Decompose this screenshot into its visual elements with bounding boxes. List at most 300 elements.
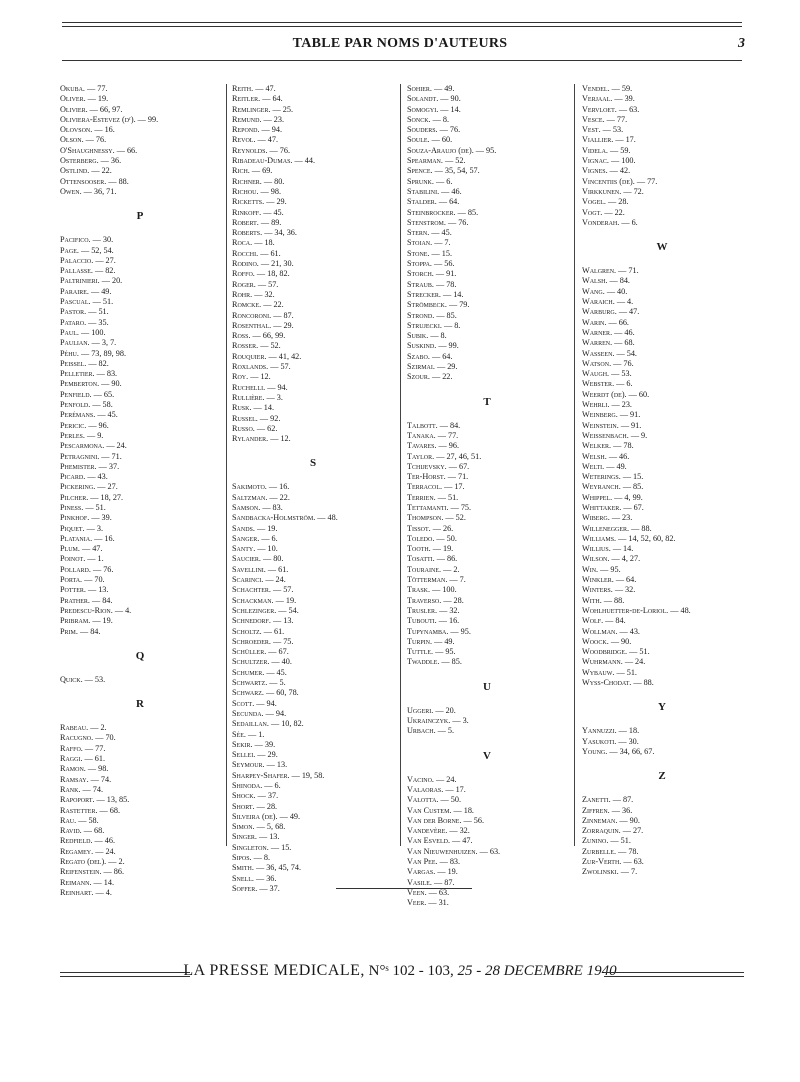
author-entry: Weyranch. — 85. bbox=[582, 482, 644, 492]
author-entry: Ribadeau-Dumas. — 44. bbox=[232, 156, 315, 166]
author-entry: Prim. — 84. bbox=[60, 626, 101, 636]
author-entry: Scarinci. — 24. bbox=[232, 575, 286, 585]
author-entry: Sellei. — 29. bbox=[232, 750, 278, 760]
author-entry: Spearman. — 52. bbox=[407, 156, 466, 166]
author-entry: Ottensooser. — 88. bbox=[60, 176, 129, 186]
column-divider bbox=[400, 84, 401, 846]
author-entry: Vonderah. — 6. bbox=[582, 217, 638, 227]
author-entry: Stone. — 15. bbox=[407, 248, 453, 258]
author-entry: Osterberg. — 36. bbox=[60, 156, 122, 166]
author-entry: Remund. — 23. bbox=[232, 114, 285, 124]
author-entry: Tchijevsky. — 67. bbox=[407, 461, 470, 471]
author-entry: Waugh. — 53. bbox=[582, 369, 632, 379]
author-entry: Welti. — 49. bbox=[582, 461, 627, 471]
author-entry: Winkler. — 64. bbox=[582, 575, 637, 585]
author-entry: Roy. — 12. bbox=[232, 372, 271, 382]
section-letter: W bbox=[656, 241, 668, 254]
author-entry: Straub. — 78. bbox=[407, 279, 457, 289]
author-entry: Saltzman. — 22. bbox=[232, 492, 290, 502]
author-entry: O'Shaughnessy. — 66. bbox=[60, 145, 138, 155]
author-entry: Veer. — 31. bbox=[407, 898, 449, 908]
author-entry: Pericic. — 96. bbox=[60, 420, 109, 430]
author-entry: Viallier. — 17. bbox=[582, 135, 636, 145]
author-entry: Strecker. — 14. bbox=[407, 289, 464, 299]
author-entry: Zur-Verth. — 63. bbox=[582, 857, 644, 866]
section-letter: S bbox=[309, 457, 317, 470]
author-entry: Szour. — 22. bbox=[407, 372, 453, 382]
author-entry: Oliver. — 19. bbox=[60, 94, 109, 104]
author-entry: Souders. — 76. bbox=[407, 125, 461, 135]
header-rule-bottom bbox=[62, 60, 742, 61]
author-entry: Wollman. — 43. bbox=[582, 626, 640, 636]
author-entry: Weerdt (de). — 60. bbox=[582, 389, 650, 399]
author-entry: Rabeau. — 2. bbox=[60, 723, 107, 733]
author-entry: Yasukoti. — 30. bbox=[582, 736, 639, 746]
author-entry: Yannuzzi. — 18. bbox=[582, 726, 640, 736]
author-entry: Tuttle. — 95. bbox=[407, 647, 456, 657]
author-entry: Ross. — 66, 99. bbox=[232, 331, 286, 341]
section-letter: Z bbox=[658, 770, 666, 783]
author-entry: Verjaal. — 39. bbox=[582, 94, 635, 104]
author-entry: Weinberg. — 91. bbox=[582, 410, 641, 420]
footer bbox=[0, 962, 800, 980]
author-entry: Wang. — 40. bbox=[582, 286, 628, 296]
author-entry: Sprunk. — 6. bbox=[407, 176, 453, 186]
author-entry: Whittaker. — 67. bbox=[582, 502, 644, 512]
author-entry: Tooth. — 19. bbox=[407, 544, 454, 554]
author-entry: Vasile. — 87. bbox=[407, 877, 455, 887]
author-entry: Zurbelle. — 78. bbox=[582, 846, 639, 856]
author-entry: Rocchi. — 61. bbox=[232, 248, 281, 258]
author-entry: Russel. — 92. bbox=[232, 413, 281, 423]
author-entry: Piness. — 51. bbox=[60, 502, 106, 512]
column-divider bbox=[226, 84, 227, 846]
author-entry: Vendel. — 59. bbox=[582, 84, 633, 93]
author-entry: Reifenstein. — 86. bbox=[60, 867, 125, 877]
author-entry: Porta. — 70. bbox=[60, 575, 105, 585]
author-entry: Remlinger. — 25. bbox=[232, 104, 294, 114]
author-entry: Van Pee. — 83. bbox=[407, 857, 461, 866]
author-entry: Sekir. — 39. bbox=[232, 739, 276, 749]
author-entry: Stalder. — 64. bbox=[407, 197, 460, 207]
author-entry: Sharpey-Shafer. — 19, 58. bbox=[232, 770, 325, 780]
author-entry: Strond. — 85. bbox=[407, 310, 457, 320]
section-letter: Y bbox=[658, 701, 666, 714]
author-entry: Vignac. — 100. bbox=[582, 156, 636, 166]
author-entry: Seymour. — 13. bbox=[232, 760, 288, 770]
author-entry: Vignes. — 42. bbox=[582, 166, 631, 176]
author-entry: Pacifico. — 30. bbox=[60, 235, 114, 245]
section-letter: V bbox=[483, 749, 491, 762]
author-entry: Wiberg. — 23. bbox=[582, 513, 633, 523]
author-entry: Zanetti. — 87. bbox=[582, 795, 634, 805]
author-entry: Sée. — 1. bbox=[232, 729, 265, 739]
author-entry: Piquet. — 3. bbox=[60, 523, 104, 533]
author-entry: Subik. — 8. bbox=[407, 331, 447, 341]
author-entry: Rullière. — 3. bbox=[232, 392, 283, 402]
author-entry: Souza-Araujo (de). — 95. bbox=[407, 145, 497, 155]
author-entry: Trusler. — 32. bbox=[407, 605, 460, 615]
author-entry: Thompson. — 52. bbox=[407, 513, 466, 523]
author-entry: Touraine. — 2. bbox=[407, 564, 460, 574]
author-entry: Traverso. — 28. bbox=[407, 595, 464, 605]
author-entry: Zunino. — 51. bbox=[582, 836, 631, 846]
author-entry: Perémans. — 45. bbox=[60, 410, 118, 420]
footer-journal: LA PRESSE MEDICALE, bbox=[183, 962, 365, 979]
author-entry: Rastetter. — 68. bbox=[60, 805, 121, 815]
author-entry: Tupynamba. — 95. bbox=[407, 626, 471, 636]
author-entry: Walgren. — 71. bbox=[582, 266, 639, 276]
author-entry: Wyss-Chodat. — 88. bbox=[582, 678, 654, 688]
page-number: 3 bbox=[738, 36, 745, 51]
author-entry: Weinstein. — 91. bbox=[582, 420, 642, 430]
section-letter: Q bbox=[135, 649, 145, 662]
author-entry: Valaoras. — 17. bbox=[407, 784, 466, 794]
author-entry: Roncoroni. — 87. bbox=[232, 310, 294, 320]
author-entry: Pinkhof. — 39. bbox=[60, 513, 112, 523]
author-entry: Willenegger. — 88. bbox=[582, 523, 652, 533]
author-entry: Perles. — 9. bbox=[60, 430, 104, 440]
author-entry: Saucier. — 80. bbox=[232, 554, 284, 564]
author-entry: Roxlands. — 57. bbox=[232, 362, 291, 372]
author-entry: Reith. — 47. bbox=[232, 84, 276, 93]
author-entry: With. — 88. bbox=[582, 595, 625, 605]
author-entry: Roca. — 18. bbox=[232, 238, 275, 248]
author-entry: Schumer. — 45. bbox=[232, 667, 287, 677]
author-entry: Sohier. — 49. bbox=[407, 84, 455, 93]
author-entry: Penfold. — 58. bbox=[60, 400, 113, 410]
footer-date: 25 - 28 DECEMBRE 1940 bbox=[457, 963, 617, 979]
author-entry: Warren. — 68. bbox=[582, 338, 635, 348]
section-letter: P bbox=[136, 210, 144, 223]
author-entry: Reimann. — 14. bbox=[60, 877, 115, 887]
author-entry: Wohlhuetter-de-Loriol. — 48. bbox=[582, 605, 691, 615]
author-entry: Spence. — 35, 54, 57. bbox=[407, 166, 480, 176]
author-entry: Ramsay. — 74. bbox=[60, 774, 112, 784]
author-entry: Paulian. — 3, 7. bbox=[60, 338, 117, 348]
author-entry: Ostlind. — 22. bbox=[60, 166, 112, 176]
author-entry: Savellini. — 61. bbox=[232, 564, 289, 574]
author-entry: Wilson. — 4, 27. bbox=[582, 554, 641, 564]
author-entry: Peissel. — 82. bbox=[60, 358, 109, 368]
author-entry: Rank. — 74. bbox=[60, 784, 104, 794]
author-entry: Vesce. — 77. bbox=[582, 114, 628, 124]
author-entry: Paul. — 100. bbox=[60, 327, 106, 337]
author-entry: Williams. — 14, 52, 60, 82. bbox=[582, 533, 676, 543]
author-entry: Tosatti. — 86. bbox=[407, 554, 458, 564]
column-divider bbox=[574, 84, 575, 846]
author-entry: Turpin. — 49. bbox=[407, 636, 455, 646]
footer-rule-right bbox=[604, 972, 744, 977]
author-entry: Welker. — 78. bbox=[582, 441, 634, 451]
author-entry: Wuhrmann. — 24. bbox=[582, 657, 646, 667]
author-entry: Wolf. — 84. bbox=[582, 616, 626, 626]
author-entry: Rosser. — 52. bbox=[232, 341, 281, 351]
author-entry: Sanger. — 6. bbox=[232, 533, 278, 543]
author-entry: Reitler. — 64. bbox=[232, 94, 283, 104]
author-entry: Ter-Horst. — 71. bbox=[407, 472, 469, 482]
author-entry: Welsh. — 46. bbox=[582, 451, 630, 461]
author-entry: Pribram. — 19. bbox=[60, 616, 113, 626]
author-entry: Stoian. — 7. bbox=[407, 238, 451, 248]
author-entry: Snell. — 36. bbox=[232, 873, 277, 883]
author-entry: Russo. — 62. bbox=[232, 423, 278, 433]
author-entry: Waraich. — 4. bbox=[582, 297, 634, 307]
author-entry: Wehrli. — 23. bbox=[582, 400, 632, 410]
author-entry: Schroeder. — 75. bbox=[232, 636, 294, 646]
author-entry: Ricketts. — 29. bbox=[232, 197, 287, 207]
author-entry: Vandevère. — 32. bbox=[407, 826, 470, 836]
author-entry: Santy. — 10. bbox=[232, 544, 278, 554]
author-entry: Picard. — 43. bbox=[60, 472, 108, 482]
author-entry: Vargas. — 19. bbox=[407, 867, 458, 877]
author-entry: Vincentiis (de). — 77. bbox=[582, 176, 658, 186]
author-entry: Penfield. — 65. bbox=[60, 389, 115, 399]
author-entry: Raffo. — 77. bbox=[60, 743, 106, 753]
author-entry: Twaddle. — 85. bbox=[407, 657, 462, 667]
author-entry: Roberts. — 34, 36. bbox=[232, 228, 297, 238]
author-entry: Petragnini. — 71. bbox=[60, 451, 122, 461]
index-column-4 bbox=[582, 84, 742, 878]
author-entry: Scott. — 94. bbox=[232, 698, 277, 708]
author-entry: Tissot. — 26. bbox=[407, 523, 454, 533]
author-entry: Richner. — 80. bbox=[232, 176, 285, 186]
author-entry: Pemberton. — 90. bbox=[60, 379, 122, 389]
author-entry: Quick. — 53. bbox=[60, 674, 106, 684]
author-entry: Trask. — 100. bbox=[407, 585, 457, 595]
author-entry: Zwolinski. — 7. bbox=[582, 867, 638, 877]
author-entry: Singleton. — 15. bbox=[232, 842, 292, 852]
author-entry: Strujecki. — 8. bbox=[407, 320, 461, 330]
author-entry: Warburg. — 47. bbox=[582, 307, 640, 317]
author-entry: Schwartz. — 5. bbox=[232, 678, 286, 688]
author-entry: Schlezinger. — 54. bbox=[232, 605, 299, 615]
section-letter: T bbox=[483, 395, 491, 408]
author-entry: Singer. — 13. bbox=[232, 832, 280, 842]
author-entry: Oliviera-Estevez (dʳ). — 99. bbox=[60, 114, 159, 124]
author-entry: Sakimoto. — 16. bbox=[232, 482, 290, 492]
author-entry: Watson. — 76. bbox=[582, 358, 634, 368]
author-entry: Revol. — 47. bbox=[232, 135, 279, 145]
author-entry: Schackman. — 19. bbox=[232, 595, 297, 605]
author-entry: Woodbridge. — 51. bbox=[582, 647, 650, 657]
author-entry: Potter. — 13. bbox=[60, 585, 109, 595]
author-entry: Rouquier. — 41, 42. bbox=[232, 351, 302, 361]
author-entry: Tubouti. — 16. bbox=[407, 616, 460, 626]
index-column-3 bbox=[407, 84, 567, 908]
author-entry: Roger. — 57. bbox=[232, 279, 279, 289]
author-entry: Talbott. — 84. bbox=[407, 420, 461, 430]
author-entry: Schultzer. — 40. bbox=[232, 657, 292, 667]
author-entry: Rodino. — 21, 30. bbox=[232, 259, 294, 269]
author-entry: Strömbeck. — 79. bbox=[407, 300, 470, 310]
author-entry: Schachter. — 57. bbox=[232, 585, 294, 595]
author-entry: Smith. — 36, 45, 74. bbox=[232, 863, 302, 873]
author-entry: Pilcher. — 18, 27. bbox=[60, 492, 124, 502]
author-entry: Shock. — 37. bbox=[232, 791, 279, 801]
author-entry: Storch. — 91. bbox=[407, 269, 457, 279]
author-entry: Szabo. — 64. bbox=[407, 351, 453, 361]
header-rule-top bbox=[62, 22, 742, 27]
author-entry: Zorraquin. — 27. bbox=[582, 826, 644, 836]
author-entry: Rinkoff. — 45. bbox=[232, 207, 284, 217]
section-letter: U bbox=[483, 680, 491, 693]
author-entry: Sonck. — 8. bbox=[407, 114, 450, 124]
author-entry: Tavares. — 96. bbox=[407, 441, 460, 451]
author-entry: Prather. — 84. bbox=[60, 595, 113, 605]
author-entry: Silveira (de). — 49. bbox=[232, 811, 301, 821]
author-entry: Romcke. — 22. bbox=[232, 300, 284, 310]
author-entry: Van der Borne. — 56. bbox=[407, 815, 485, 825]
author-entry: Winters. — 32. bbox=[582, 585, 636, 595]
author-entry: Vogt. — 22. bbox=[582, 207, 625, 217]
author-entry: Walsh. — 84. bbox=[582, 276, 630, 286]
author-entry: Rau. — 58. bbox=[60, 815, 99, 825]
author-entry: Platania. — 16. bbox=[60, 533, 115, 543]
author-entry: Poinot. — 1. bbox=[60, 554, 104, 564]
author-entry: Pickering. — 27. bbox=[60, 482, 118, 492]
author-entry: Willius. — 14. bbox=[582, 544, 634, 554]
author-entry: Page. — 52, 54. bbox=[60, 245, 114, 255]
author-entry: Sands. — 19. bbox=[232, 523, 278, 533]
author-entry: Sipos. — 8. bbox=[232, 853, 271, 863]
author-entry: Win. — 95. bbox=[582, 564, 621, 574]
author-entry: Ukrainczyk. — 3. bbox=[407, 716, 469, 726]
author-entry: Rohr. — 32. bbox=[232, 289, 275, 299]
author-entry: Warner. — 46. bbox=[582, 327, 635, 337]
author-entry: Rosenthal. — 29. bbox=[232, 320, 294, 330]
author-entry: Weterings. — 15. bbox=[582, 472, 644, 482]
author-entry: Stern. — 45. bbox=[407, 228, 452, 238]
author-entry: Steinbrocker. — 85. bbox=[407, 207, 479, 217]
author-entry: Samson. — 83. bbox=[232, 502, 283, 512]
author-entry: Sandbacka-Holmström. — 48. bbox=[232, 513, 338, 523]
author-entry: Richou. — 98. bbox=[232, 186, 282, 196]
author-entry: Stenstrom. — 76. bbox=[407, 217, 469, 227]
author-entry: Videla. — 59. bbox=[582, 145, 631, 155]
author-entry: Schüller. — 67. bbox=[232, 647, 289, 657]
author-entry: Ruchelli. — 94. bbox=[232, 382, 288, 392]
author-entry: Pollard. — 76. bbox=[60, 564, 114, 574]
author-entry: Pascual. — 51. bbox=[60, 297, 114, 307]
section-letter: R bbox=[136, 698, 144, 711]
author-entry: Vervloet. — 63. bbox=[582, 104, 640, 114]
author-entry: Soule. — 60. bbox=[407, 135, 453, 145]
author-entry: Regamey. — 24. bbox=[60, 846, 116, 856]
author-entry: Soffer. — 37. bbox=[232, 883, 280, 893]
author-entry: Tettamanti. — 75. bbox=[407, 502, 472, 512]
author-entry: Reynolds. — 76. bbox=[232, 145, 291, 155]
author-entry: Plum. — 47. bbox=[60, 544, 103, 554]
author-entry: Repond. — 94. bbox=[232, 125, 283, 135]
author-entry: Ziffren. — 36. bbox=[582, 805, 633, 815]
end-rule bbox=[336, 888, 472, 889]
author-entry: Tötterman. — 7. bbox=[407, 575, 466, 585]
author-entry: Predescu-Rion. — 4. bbox=[60, 605, 132, 615]
author-entry: Woock. — 90. bbox=[582, 636, 632, 646]
footer-issue-numbers: 102 - 103, bbox=[392, 963, 454, 979]
author-entry: Uggeri. — 20. bbox=[407, 705, 456, 715]
author-entry: Short. — 28. bbox=[232, 801, 278, 811]
author-entry: Tanaka. — 77. bbox=[407, 430, 459, 440]
author-entry: Roffo. — 18, 82. bbox=[232, 269, 290, 279]
author-entry: Valotta. — 50. bbox=[407, 795, 461, 805]
author-entry: Wasseen. — 54. bbox=[582, 348, 637, 358]
author-entry: Olson. — 76. bbox=[60, 135, 107, 145]
author-entry: Terracol. — 17. bbox=[407, 482, 465, 492]
author-entry: Ramon. — 98. bbox=[60, 764, 109, 774]
author-entry: Simon. — 5, 68. bbox=[232, 822, 286, 832]
author-entry: Schwarz. — 60, 78. bbox=[232, 688, 299, 698]
author-entry: Rusk. — 14. bbox=[232, 403, 275, 413]
author-entry: Weissenbach. — 9. bbox=[582, 430, 648, 440]
author-entry: Pescarmona. — 24. bbox=[60, 441, 127, 451]
author-entry: Stoppa. — 56. bbox=[407, 259, 455, 269]
author-entry: Olivier. — 66, 97. bbox=[60, 104, 123, 114]
author-entry: Pallasse. — 82. bbox=[60, 266, 116, 276]
author-entry: Webster. — 6. bbox=[582, 379, 633, 389]
author-entry: Rich. — 69. bbox=[232, 166, 273, 176]
author-entry: Rapoport. — 13, 85. bbox=[60, 795, 130, 805]
author-entry: Rylander. — 12. bbox=[232, 434, 291, 444]
author-entry: Sedaillan. — 10, 82. bbox=[232, 719, 304, 729]
author-entry: Shinoda. — 6. bbox=[232, 781, 281, 790]
author-entry: Solandt. — 90. bbox=[407, 94, 461, 104]
author-entry: Paltrinieri. — 20. bbox=[60, 276, 123, 286]
author-entry: Robert. — 89. bbox=[232, 217, 282, 227]
author-entry: Vest. — 53. bbox=[582, 125, 624, 135]
author-entry: Okuba. — 77. bbox=[60, 84, 108, 93]
author-entry: Taylor. — 27, 46, 51. bbox=[407, 451, 482, 461]
footer-issue-prefix: N°ˢ bbox=[368, 963, 389, 979]
author-entry: Olovson. — 16. bbox=[60, 125, 115, 135]
author-entry: Redfield. — 46. bbox=[60, 836, 116, 846]
author-entry: Stabilini. — 46. bbox=[407, 186, 462, 196]
author-entry: Racugno. — 70. bbox=[60, 733, 116, 743]
author-entry: Schnedorf. — 13. bbox=[232, 616, 294, 626]
author-entry: Veen. — 63. bbox=[407, 887, 450, 897]
author-entry: Owen. — 36, 71. bbox=[60, 186, 117, 196]
author-entry: Péhu. — 73, 89, 98. bbox=[60, 348, 127, 358]
author-entry: Paraire. — 49. bbox=[60, 286, 112, 296]
author-entry: Somogyi. — 14. bbox=[407, 104, 461, 114]
author-entry: Phemister. — 37. bbox=[60, 461, 120, 471]
index-column-2 bbox=[232, 84, 394, 894]
author-entry: Vacino. — 24. bbox=[407, 774, 457, 784]
index-column-1 bbox=[60, 84, 220, 898]
author-entry: Toledo. — 50. bbox=[407, 533, 457, 543]
author-entry: Van Custem. — 18. bbox=[407, 805, 474, 815]
author-entry: Zinneman. — 90. bbox=[582, 815, 640, 825]
author-entry: Wybauw. — 51. bbox=[582, 667, 637, 677]
author-entry: Whippel. — 4, 99. bbox=[582, 492, 643, 502]
page-title: TABLE PAR NOMS D'AUTEURS bbox=[292, 36, 508, 51]
author-entry: Raggi. — 61. bbox=[60, 754, 106, 764]
author-entry: Pastor. — 51. bbox=[60, 307, 109, 317]
author-entry: Van Esveld. — 47. bbox=[407, 836, 473, 846]
author-entry: Suskind. — 99. bbox=[407, 341, 459, 351]
author-entry: Warin. — 66. bbox=[582, 317, 629, 327]
author-entry: Pelletier. — 83. bbox=[60, 369, 118, 379]
author-entry: Terrien. — 51. bbox=[407, 492, 459, 502]
author-entry: Vogel. — 28. bbox=[582, 197, 629, 207]
author-entry: Szirmai. — 29. bbox=[407, 362, 458, 372]
author-entry: Secunda. — 94. bbox=[232, 708, 287, 718]
author-entry: Ravid. — 68. bbox=[60, 826, 105, 836]
author-entry: Young. — 34, 66, 67. bbox=[582, 746, 655, 756]
author-entry: Reinhart. — 4. bbox=[60, 887, 112, 897]
author-entry: Pataro. — 35. bbox=[60, 317, 109, 327]
